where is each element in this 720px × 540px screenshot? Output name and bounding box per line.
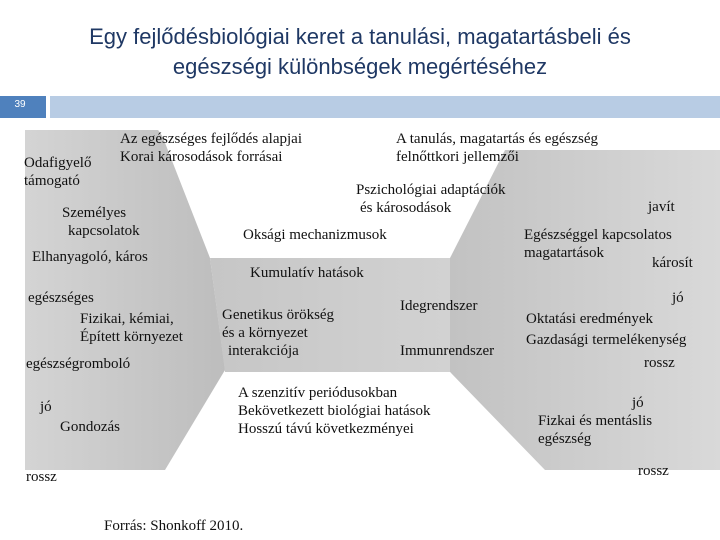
psych-adaptation-line-1: Pszichológiai adaptációk: [356, 182, 506, 198]
sensitive-periods-line-1: A szenzitív periódusokban: [238, 385, 398, 401]
slide-number: 39: [14, 99, 26, 110]
genetic-heritage-line-1: Genetikus örökség: [222, 307, 335, 323]
physical-mental-health-label: [538, 412, 652, 448]
left-header: [120, 130, 302, 166]
title-line-2: egészségi különbségek megértéséhez: [172, 54, 548, 79]
bad-left-label: rossz: [26, 469, 57, 485]
sensitive-periods-line-3: Hosszú távú következményei: [238, 421, 414, 437]
physical-environment-label: [80, 310, 183, 346]
good-education-label: jó: [672, 290, 684, 306]
productivity-label: Gazdasági termelékenység: [526, 332, 687, 348]
physical-mental-line-2: egészség: [538, 431, 592, 447]
damages-label: károsít: [652, 255, 693, 271]
sensitive-periods-line-2: Bekövetkezett biológiai hatások: [238, 403, 431, 419]
title-line-1: Egy fejlődésbiológiai keret a tanulási, magatartásbeli és: [89, 24, 631, 49]
genetic-heritage-label: [222, 306, 334, 360]
physical-environment-line-1: Fizikai, kémiai,: [80, 311, 174, 327]
improves-label: javít: [648, 199, 675, 215]
physical-environment-line-2: Épített környezet: [80, 329, 183, 345]
right-header: [396, 130, 598, 166]
right-header-line-2: felnőttkori jellemzői: [396, 149, 519, 165]
personal-relations-label: [62, 204, 140, 240]
genetic-heritage-line-3: interakciója: [228, 343, 299, 359]
health-behaviors-line-1: Egészséggel kapcsolatos: [524, 227, 672, 243]
genetic-heritage-line-2: és a környezet: [222, 325, 308, 341]
good-health-label: jó: [632, 395, 644, 411]
health-behaviors-label: [524, 226, 672, 262]
psych-adaptation-label: [356, 181, 506, 217]
right-header-line-1: A tanulás, magatartás és egészség: [396, 131, 599, 147]
healthy-label: egészséges: [28, 290, 94, 306]
nervous-system-label: Idegrendszer: [400, 298, 478, 314]
source-citation: Forrás: Shonkoff 2010.: [104, 518, 244, 534]
health-behaviors-line-2: magatartások: [524, 245, 604, 261]
personal-relations-line-2: kapcsolatok: [68, 223, 140, 239]
immune-system-label: Immunrendszer: [400, 343, 495, 359]
health-damaging-label: egészségromboló: [26, 356, 131, 372]
supportive-line-2: támogató: [24, 173, 80, 189]
personal-relations-line-1: Személyes: [62, 205, 127, 221]
cumulative-effects-label: Kumulatív hatások: [250, 265, 364, 281]
left-header-line-1: Az egészséges fejlődés alapjai: [120, 131, 302, 147]
good-left-label: jó: [40, 399, 52, 415]
bad-education-label: rossz: [644, 355, 675, 371]
bad-health-label: rossz: [638, 463, 669, 479]
physical-mental-line-1: Fizkai és mentáslis: [538, 413, 653, 429]
left-header-line-2: Korai károsodások forrásai: [120, 149, 283, 165]
psych-adaptation-line-2: és károsodások: [360, 200, 452, 216]
causal-mechanisms-label: Oksági mechanizmusok: [243, 227, 387, 243]
supportive-line-1: Odafigyelő: [24, 155, 92, 171]
education-label: Oktatási eredmények: [526, 311, 654, 327]
care-label: Gondozás: [60, 419, 120, 435]
neglectful-label: Elhanyagoló, káros: [32, 249, 148, 265]
sensitive-periods-label: [238, 384, 430, 438]
supportive-label: [24, 154, 91, 190]
